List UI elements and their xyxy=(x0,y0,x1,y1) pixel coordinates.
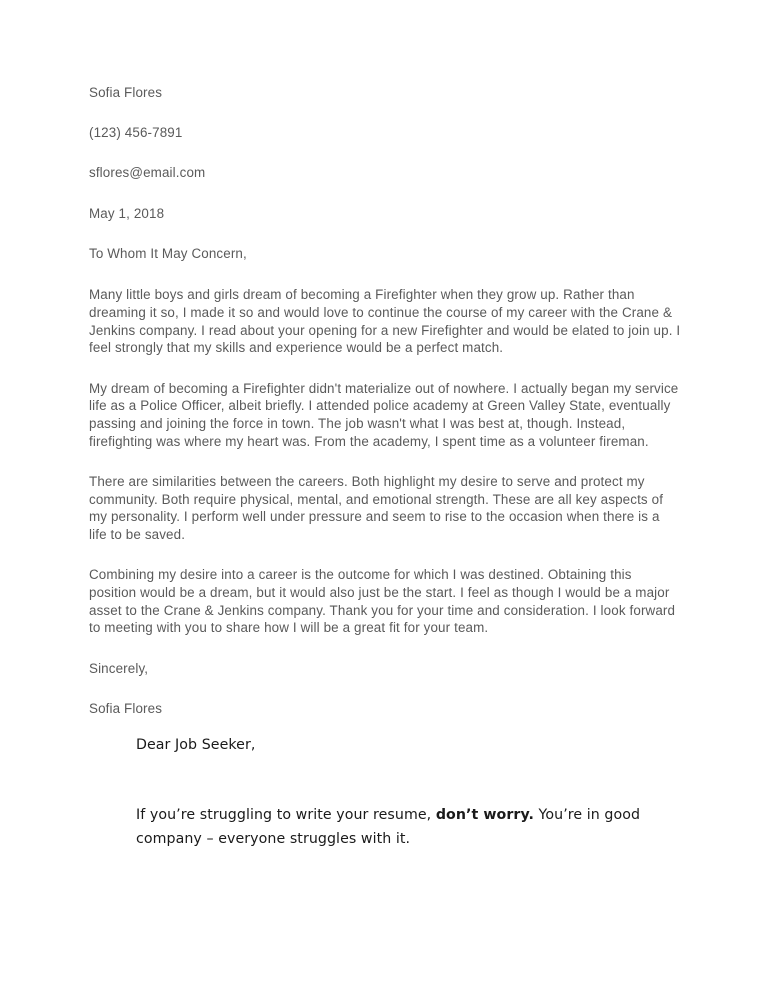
letter-closing: Sincerely, xyxy=(89,660,149,676)
cover-letter-body xyxy=(89,84,681,718)
sender-phone: (123) 456-7891 xyxy=(89,125,183,141)
letter-date: May 1, 2018 xyxy=(89,205,165,221)
note-paragraph xyxy=(136,803,656,852)
note-text-bold: don’t worry. xyxy=(435,806,534,823)
letter-paragraph-1: Many little boys and girls dream of becoming a Firefighter when they grow up. Rather than dreaming it so, I made it so and would love to continue the course of my career with the Crane & Jenkins company. I read about your opening for a new Firefighter and would be elated to join up. I feel strongly that my skills and experience would be a perfect match. xyxy=(89,287,681,356)
sender-email: sflores@email.com xyxy=(89,165,206,181)
note-text-part-1: If you’re struggling to write your resume, xyxy=(136,806,436,823)
letter-signature-name: Sofia Flores xyxy=(89,701,163,717)
sender-name: Sofia Flores xyxy=(89,85,163,100)
note-greeting: Dear Job Seeker, xyxy=(136,737,256,753)
note-text-part-2: You’re in good company – everyone struggles with it. xyxy=(136,806,641,847)
letter-paragraph-2: My dream of becoming a Firefighter didn't materialize out of nowhere. I actually began my service life as a Police Officer, albeit briefly. I attended police academy at Green Valley State, eventually passing and joining the force in town. The job wasn't what I was best at, though. Instead, firefighting was where my heart was. From the academy, I spent time as a volunteer fireman. xyxy=(89,380,679,449)
letter-paragraph-3: There are similarities between the careers. Both highlight my desire to serve and protect my community. Both require physical, mental, and emotional strength. These are all key aspects of my personality. I perform well under pressure and seem to rise to the occasion when there is a life to be saved. xyxy=(89,474,664,542)
letter-salutation: To Whom It May Concern, xyxy=(89,245,247,261)
letter-paragraph-4: Combining my desire into a career is the outcome for which I was destined. Obtaining this position would be a dream, but it would also just be the start. I feel as though I would be a major asset to the Crane & Jenkins company. Thank you for your time and consideration. I look forward to meeting with you to share how I will be a great fit for your team. xyxy=(89,567,676,636)
job-seeker-note xyxy=(136,733,656,852)
